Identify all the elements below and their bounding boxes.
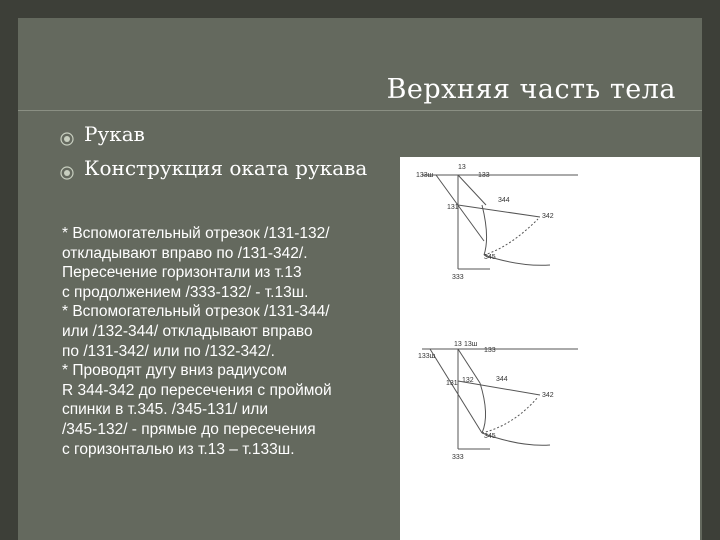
label-133: 133 <box>484 347 496 354</box>
arc-344-342 <box>484 219 538 255</box>
label-13: 13 <box>458 164 466 171</box>
label-344: 344 <box>496 376 508 383</box>
text-line: Пересечение горизонтали из т.13 <box>62 264 302 282</box>
diagram-top <box>422 175 578 269</box>
label-132: 132 <box>462 377 474 384</box>
label-345: 345 <box>484 254 496 261</box>
text-line: по /131-342/ или по /132-342/. <box>62 342 275 360</box>
armhole-curve <box>480 383 486 433</box>
text-line: * Вспомогательный отрезок /131-132/ <box>62 225 330 242</box>
text-line: с продолжением /333-132/ - т.13ш. <box>62 283 309 301</box>
label-13: 13 <box>454 341 462 348</box>
bullet-text: Рукав <box>84 122 145 146</box>
text-line: * Вспомогательный отрезок /131-344/ <box>62 303 330 321</box>
label-344: 344 <box>498 197 510 204</box>
text-line: * Проводят дугу вниз радиусом <box>62 362 287 380</box>
text-line: откладывают вправо по /131-342/. <box>62 244 308 262</box>
label-345: 345 <box>484 433 496 440</box>
segment-133-345 <box>430 349 482 433</box>
arc-344-342 <box>482 397 538 433</box>
label-13sh: 13ш <box>464 341 478 348</box>
text-line: /345-132/ - прямые до пересечения <box>62 420 316 438</box>
bullet-item-sleeve-cap <box>60 156 367 180</box>
construction-diagram <box>400 157 700 540</box>
diagram-bottom-labels <box>418 341 554 461</box>
label-333: 333 <box>452 454 464 461</box>
diagram-bottom <box>422 349 578 449</box>
text-line: R 344-342 до пересечения с проймой <box>62 381 332 399</box>
text-line: спинки в т.345. /345-131/ или <box>62 401 268 419</box>
title-divider <box>18 110 702 111</box>
diagram-svg <box>400 157 700 540</box>
diagram-top-labels <box>416 164 554 281</box>
label-133sh: 133ш <box>418 353 436 360</box>
instruction-text <box>62 224 392 459</box>
text-line: с горизонталью из т.13 – т.133ш. <box>62 440 295 458</box>
label-131: 131 <box>447 204 459 211</box>
label-333: 333 <box>452 274 464 281</box>
label-342: 342 <box>542 392 554 399</box>
segment-131-342 <box>458 205 540 217</box>
segment-13-131 <box>458 175 486 205</box>
bullet-item-sleeve <box>60 122 145 146</box>
label-131: 131 <box>446 380 458 387</box>
slide-title: Верхняя часть тела <box>386 74 676 105</box>
bullet-text: Конструкция оката рукава <box>84 156 368 180</box>
circle-bullet-icon <box>60 161 74 175</box>
circle-bullet-icon <box>60 127 74 141</box>
text-line: или /132-344/ откладывают вправо <box>62 322 313 340</box>
armhole-curve <box>482 205 487 255</box>
label-133: 133 <box>478 172 490 179</box>
label-342: 342 <box>542 213 554 220</box>
label-133sh: 133ш <box>416 172 434 179</box>
